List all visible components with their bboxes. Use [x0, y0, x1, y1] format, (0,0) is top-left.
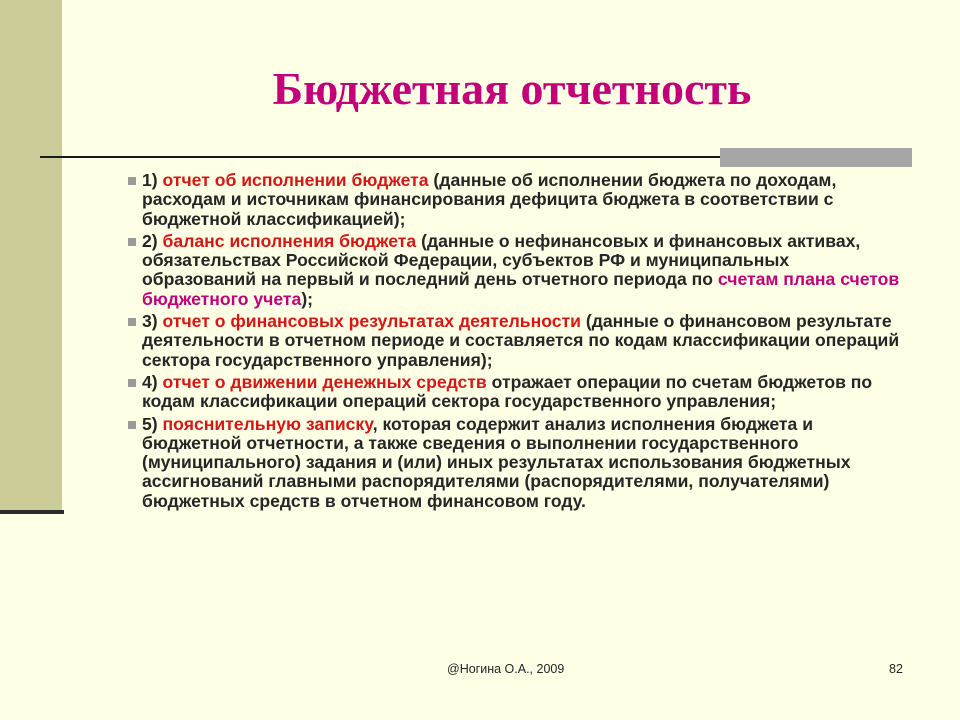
- title-divider-accent: [720, 148, 912, 167]
- square-bullet-icon: [128, 421, 136, 429]
- item-text-tail: );: [301, 288, 314, 309]
- left-decor-underline: [0, 510, 64, 514]
- bullet-list: [138, 171, 908, 514]
- square-bullet-icon: [128, 238, 136, 246]
- list-item: [138, 171, 908, 229]
- footer-author: @Ногина О.А., 2009: [447, 662, 565, 676]
- item-number: 5): [142, 413, 163, 434]
- item-number: 2): [142, 230, 163, 251]
- page-number: 82: [889, 662, 903, 676]
- item-highlight: пояснительную записку: [162, 413, 373, 434]
- list-item: [138, 373, 908, 412]
- list-item: [138, 415, 908, 511]
- item-highlight: отчет о движении денежных средств: [162, 371, 487, 392]
- square-bullet-icon: [128, 318, 136, 326]
- item-highlight: отчет о финансовых результатах деятельности: [162, 311, 581, 332]
- square-bullet-icon: [128, 379, 136, 387]
- square-bullet-icon: [128, 177, 136, 185]
- item-highlight: баланс исполнения бюджета: [162, 230, 417, 251]
- slide-title: Бюджетная отчетность: [272, 63, 752, 114]
- left-decor-bar: [0, 0, 62, 512]
- item-number: 3): [142, 311, 163, 332]
- list-item: [138, 312, 908, 370]
- item-text: (данные о финансовом результате деятельности в отчетном периоде и составляется по кодам классификации операций сектора государственного управления);: [142, 311, 900, 370]
- item-number: 1): [142, 170, 163, 190]
- item-text: отражает операции по счетам бюджетов по кодам классификации операций сектора государственного управления;: [142, 371, 873, 412]
- item-number: 4): [142, 371, 163, 392]
- item-text: , которая содержит анализ исполнения бюджета и бюджетной отчетности, а также сведения о выполнении государственного (муниципального) задания и (или) иных результатах использования бюджетных ассигнований главными распорядителями (распорядителями, получателями) бюджетных средств в отчетном финансовом году.: [142, 413, 851, 511]
- list-item: [138, 232, 908, 309]
- item-highlight-link: счетам плана счетов бюджетного учета: [142, 269, 900, 309]
- item-text: (данные о нефинансовых и финансовых активах, обязательствах Российской Федерации, субъектов РФ и муниципальных образований на первый и последний день отчетного периода по: [142, 230, 861, 290]
- item-highlight: отчет об исполнении бюджета: [162, 170, 429, 190]
- item-text: (данные об исполнении бюджета по доходам, расходам и источникам финансирования дефицита бюджета в соответствии с бюджетной классификацией);: [142, 170, 837, 229]
